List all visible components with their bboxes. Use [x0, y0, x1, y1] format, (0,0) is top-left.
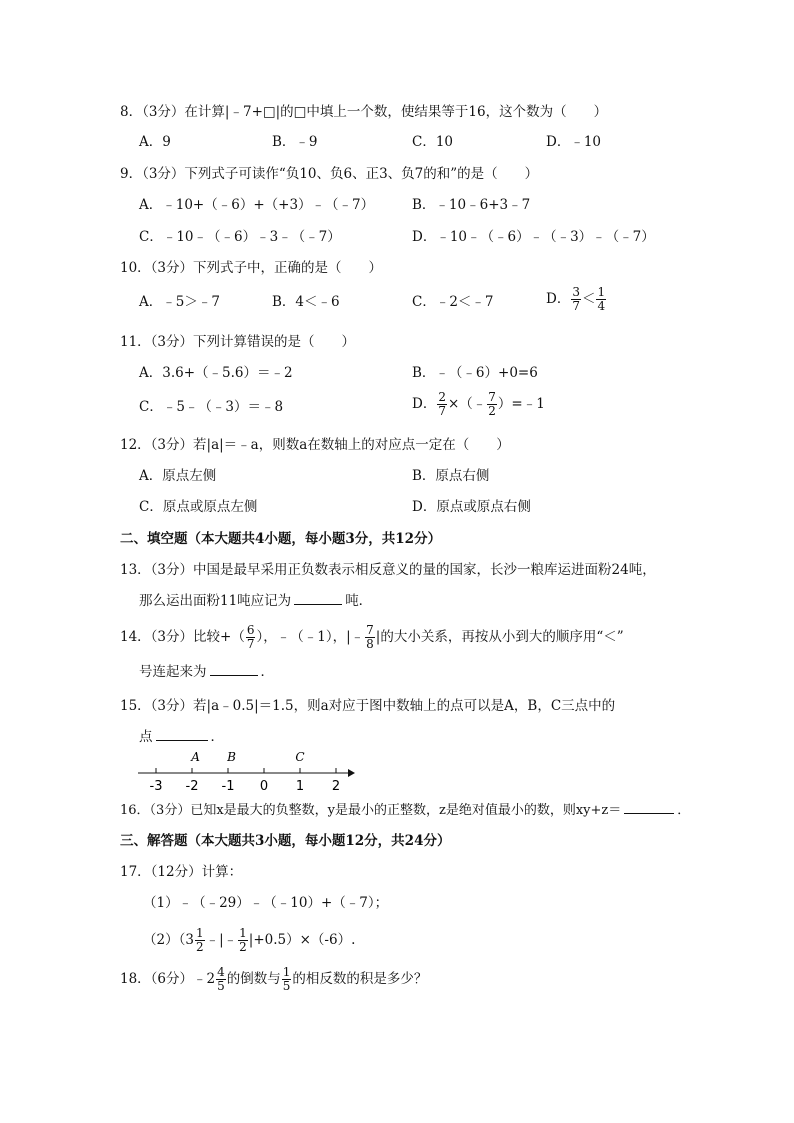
- q11-option-a: A．3.6+（﹣5.6）＝﹣2: [139, 365, 293, 381]
- number-line-tick-label: 0: [259, 779, 269, 794]
- fraction: $\frac{4}{5}$: [217, 965, 225, 993]
- fraction: $\frac{1}{2}$: [195, 926, 204, 954]
- q9-option-c: C．﹣10﹣（﹣6）﹣3﹣（﹣7）: [139, 229, 341, 245]
- fraction: $\frac{7}{8}$: [366, 623, 374, 651]
- q14-line2: 号连起来为 ．: [139, 664, 274, 680]
- fraction: $\frac{1}{2}$: [239, 926, 247, 954]
- q12-stem: 12．（3分）若|a|＝﹣a，则数a在数轴上的对应点一定在（ ）: [120, 437, 510, 453]
- q11-option-b: B．﹣（﹣6）+0=6: [412, 365, 538, 381]
- q11-option-d: D． $\frac{2}{7}$ ×（﹣ $\frac{7}{2}$ ）=﹣1: [412, 390, 545, 418]
- q15-line1: 15．（3分）若|a﹣0.5|＝1.5，则a对应于图中数轴上的点可以是A，B，C三点中的: [120, 698, 616, 714]
- q9-option-d: D．﹣10﹣（﹣6）﹣（﹣3）﹣（﹣7）: [412, 229, 655, 245]
- q13-line1: 13．（3分）中国是最早采用正负数表示相反意义的量的国家，长沙一粮库运进面粉24吨，: [120, 562, 656, 578]
- number-line-figure: [136, 748, 356, 798]
- q17-part2: （2）（3 $\frac{1}{2}$ ﹣|﹣ $\frac{1}{2}$ |+0.5）×（-6）.: [143, 926, 356, 954]
- q8-stem: 8．（3分）在计算|﹣7+□|的□中填上一个数，使结果等于16，这个数为（ ）: [120, 104, 608, 120]
- q8-option-a: A．9: [139, 134, 171, 150]
- q12-option-b: B．原点右侧: [412, 468, 490, 484]
- q12-option-c: C．原点或原点左侧: [139, 499, 258, 515]
- number-line-arrow: [348, 769, 355, 777]
- number-line-point-A: A: [191, 750, 200, 764]
- fraction: $\frac{7}{2}$: [488, 390, 496, 418]
- q10-d-op: ＜: [581, 291, 596, 307]
- q10-option-d: [546, 286, 607, 313]
- q10-option-a: A．﹣5＞﹣7: [139, 294, 220, 310]
- answer-blank: [624, 801, 674, 814]
- q11-option-c: C．﹣5﹣（﹣3）＝﹣8: [139, 399, 284, 415]
- q10-option-b: B．4＜﹣6: [272, 294, 340, 310]
- q17-stem: 17．（12分）计算：: [120, 864, 243, 880]
- fraction: $\frac{6}{7}$: [246, 623, 255, 651]
- answer-blank: [156, 728, 208, 741]
- number-line-tick-label: -3: [149, 779, 163, 794]
- number-line-tick-label: -2: [185, 779, 199, 794]
- q9-option-b: B．﹣10﹣6+3﹣7: [412, 197, 531, 213]
- q9-option-a: A．﹣10+（﹣6）+（+3）﹣（﹣7）: [139, 197, 375, 213]
- answer-blank: [210, 663, 258, 676]
- answer-blank: [294, 592, 342, 605]
- q11-stem: 11．（3分）下列计算错误的是（ ）: [120, 334, 356, 350]
- q10-option-c: C．﹣2＜﹣7: [412, 294, 494, 310]
- q13-line2: 那么运出面粉11吨应记为 吨．: [139, 593, 373, 609]
- q8-option-c: C．10: [412, 134, 454, 150]
- q8-option-d: D．﹣10: [546, 134, 602, 150]
- fraction: $\frac{1}{4}$: [597, 285, 606, 313]
- q8-option-b: B．﹣9: [272, 134, 318, 150]
- q10-stem: 10．（3分）下列式子中，正确的是（ ）: [120, 260, 383, 276]
- q12-option-d: D．原点或原点右侧: [412, 499, 531, 515]
- number-line-tick-label: 1: [295, 779, 305, 794]
- section-heading-fill-in: 二、填空题（本大题共4小题，每小题3分，共12分）: [120, 531, 442, 547]
- fraction: $\frac{3}{7}$: [572, 285, 580, 313]
- q10-d-prefix: D．: [546, 291, 571, 307]
- q12-option-a: A．原点左侧: [139, 468, 217, 484]
- fraction: $\frac{1}{5}$: [282, 965, 291, 993]
- number-line-point-C: C: [295, 750, 305, 764]
- q15-line2: 点 ．: [139, 729, 224, 745]
- number-line-tick-label: -1: [221, 779, 235, 794]
- number-line-tick-label: 2: [331, 779, 341, 794]
- q16-line: 16．（3分）已知x是最大的负整数，y是最小的正整数，z是绝对值最小的数，则xy+z＝ ．: [120, 803, 691, 818]
- number-line-point-B: B: [227, 750, 237, 764]
- q9-stem: 9．（3分）下列式子可读作“负10、负6、正3、负7的和”的是（ ）: [120, 166, 539, 182]
- fraction: $\frac{2}{7}$: [438, 390, 446, 418]
- q14-line1: 14．（3分）比较+（ $\frac{6}{7}$ ），﹣（﹣1），|﹣ $\frac{7}{8}$ |的大小关系，再按从小到大的顺序用“＜”: [120, 623, 624, 651]
- q17-part1: （1）﹣（﹣29）﹣（﹣10）+（﹣7）；: [143, 895, 389, 911]
- q18-line: 18．（6分）﹣2 $\frac{4}{5}$ 的倒数与 $\frac{1}{5}$ 的相反数的积是多少？: [120, 965, 428, 993]
- section-heading-solve: 三、解答题（本大题共3小题，每小题12分，共24分）: [120, 833, 451, 849]
